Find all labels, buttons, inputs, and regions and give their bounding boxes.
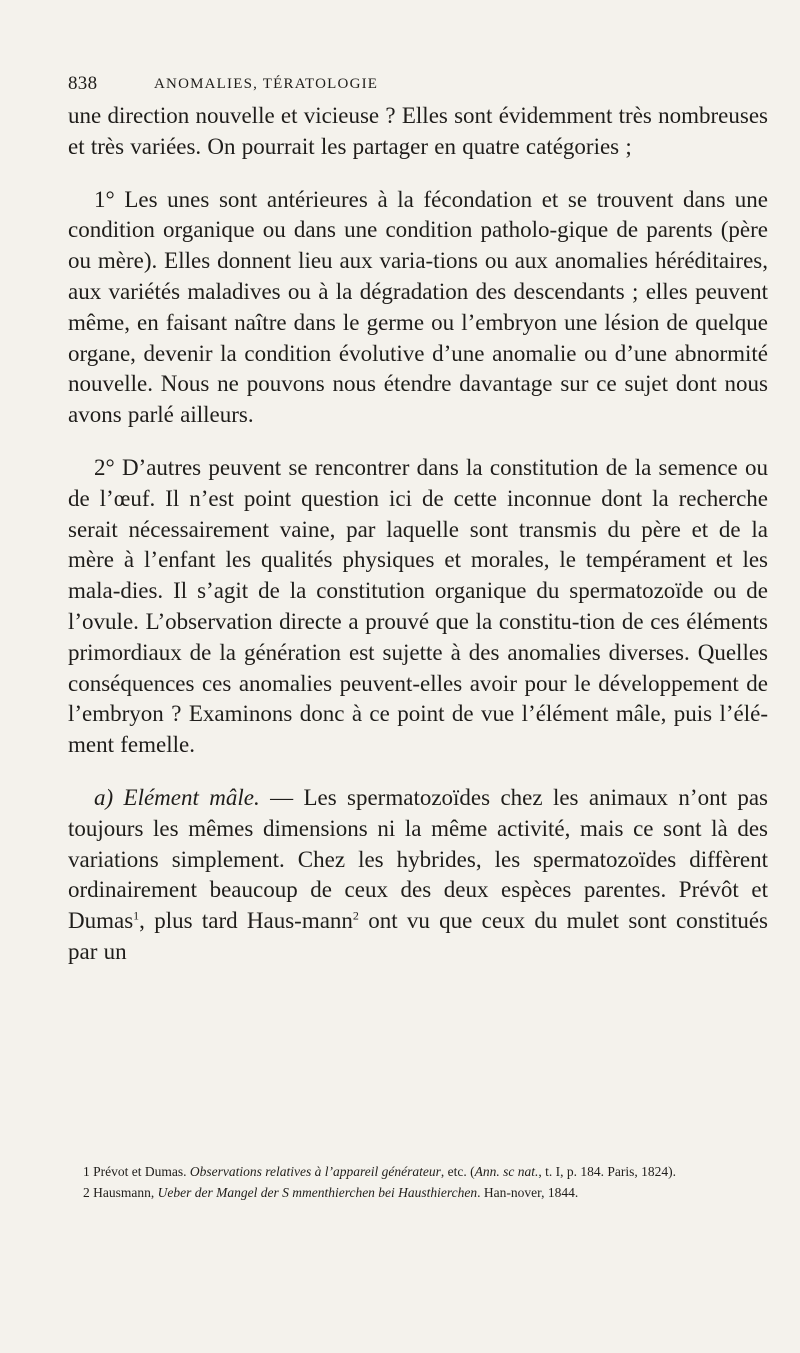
footnote-2-title: Ueber der Mangel der S mmenthierchen bei Hausthierchen xyxy=(157,1185,478,1200)
footnote-1-journal: Ann. sc nat. xyxy=(474,1164,539,1179)
paragraph-1: une direction nouvelle et vicieuse ? Elles sont évidemment très nombreuses et très variées. On pourrait les partager en quatre catégories ; xyxy=(68,103,768,159)
running-title: ANOMALIES, TÉRATOLOGIE xyxy=(154,76,379,92)
footnote-1-number: 1 xyxy=(83,1164,90,1179)
footnotes xyxy=(68,1161,768,1203)
footnote-2-number: 2 xyxy=(83,1185,90,1200)
footnote-1-suffix: , t. I, p. 184. Paris, 1824). xyxy=(538,1164,676,1179)
main-text xyxy=(68,101,768,968)
footnote-2 xyxy=(68,1182,768,1203)
paragraph-4 xyxy=(68,783,768,968)
footnote-1-middle: , etc. ( xyxy=(440,1164,475,1179)
page-header xyxy=(68,73,768,97)
footnote-2-suffix: . Han-nover, 1844. xyxy=(477,1185,579,1200)
page-number: 838 xyxy=(68,73,98,94)
paragraph-4-text: — Les spermatozoïdes chez les animaux n’ont pas toujours les mêmes dimensions ni la même activité, mais ce sont là des variations simplement. Chez les hybrides, les spermatozoïdes diffèrent ordinairement beaucoup de ceux des deux espèces parentes. Prévôt et Dumas xyxy=(68,784,768,934)
section-heading-element-male: a) Elément mâle. xyxy=(94,784,260,810)
footnote-1-prefix: Prévot et Dumas. xyxy=(89,1164,190,1179)
footnote-2-prefix: Hausmann, xyxy=(89,1185,158,1200)
footnote-1-title: Observations relatives à l’appareil générateur xyxy=(189,1164,441,1179)
paragraph-3: 2° D’autres peuvent se rencontrer dans la constitution de la semence ou de l’œuf. Il n’est point question ici de cette inconnue dont la recherche serait nécessairement vaine, par laquelle sont transmis du père et de la mère à l’enfant les qualités physiques et morales, le tempérament et les mala-dies. Il s’agit de la constitution organique du spermatozoïde ou de l’ovule. L’observation directe a prouvé que la constitu-tion de ces éléments primordiaux de la génération est sujette à des anomalies diverses. Quelles conséquences ces anomalies peuvent-elles avoir pour le développement de l’embryon ? Examinons donc à ce point de vue l’élément mâle, puis l’élé-ment femelle. xyxy=(68,454,768,758)
footnote-reference-2[interactable]: 2 xyxy=(352,908,359,923)
paragraph-4-text-end: ont vu que ceux du mulet sont constitués par un xyxy=(68,908,768,964)
paragraph-4-text-continued: , plus tard Haus-mann xyxy=(139,908,353,934)
footnote-reference-1[interactable]: 1 xyxy=(133,908,140,923)
footnote-1 xyxy=(68,1161,768,1182)
paragraph-2: 1° Les unes sont antérieures à la fécondation et se trouvent dans une condition organique ou dans une condition patholo-gique de parents (père ou mère). Elles donnent lieu aux varia-tions ou aux anomalies héréditaires, aux variétés maladives ou à la dégradation des descendants ; elles peuvent même, en faisant naître dans le germe ou l’embryon une lésion de quelque organe, devenir la condition évolutive d’une anomalie ou d’une abnormité nouvelle. Nous ne pouvons nous étendre davantage sur ce sujet dont nous avons parlé ailleurs. xyxy=(68,186,768,428)
